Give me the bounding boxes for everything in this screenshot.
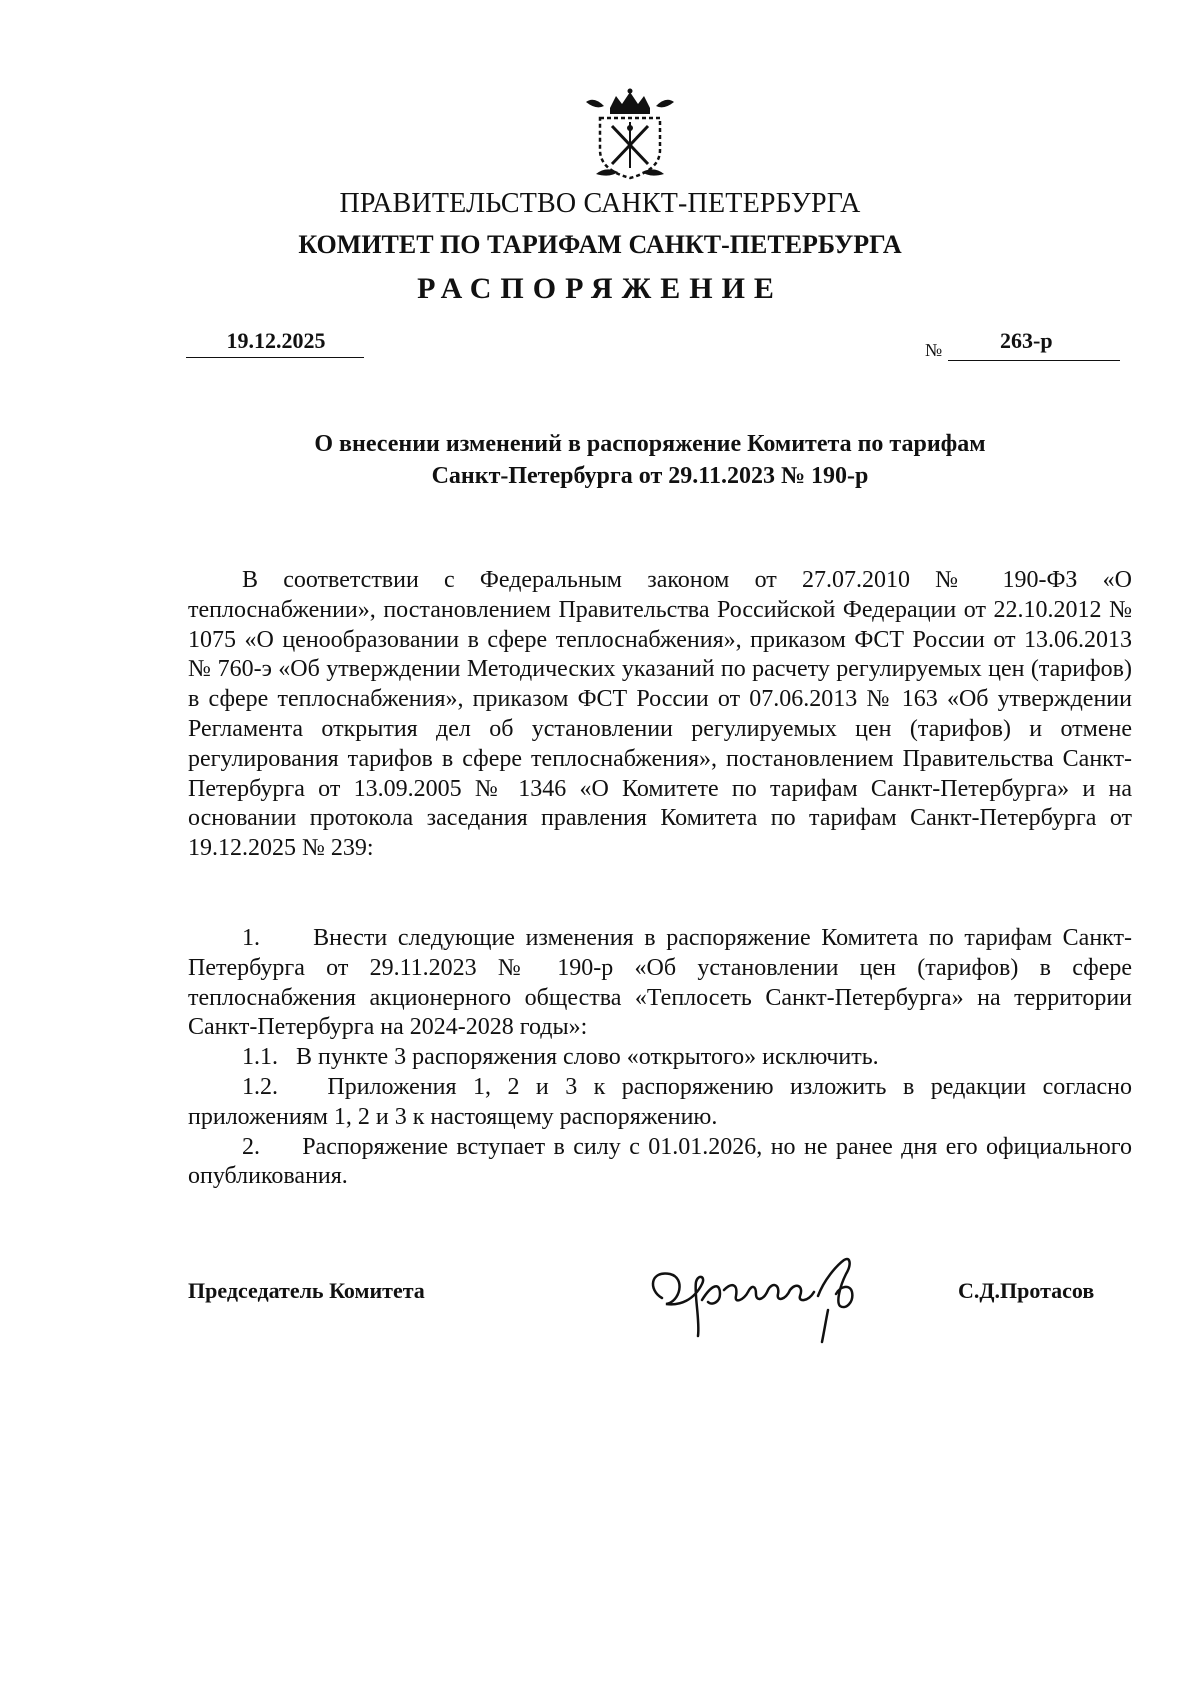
coat-of-arms-emblem bbox=[566, 88, 694, 180]
date-underline bbox=[186, 357, 364, 358]
item-2: 2. Распоряжение вступает в силу с 01.01.2026, но не ранее дня его официального опубликования. bbox=[188, 1133, 1132, 1190]
government-title: ПРАВИТЕЛЬСТВО САНКТ-ПЕТЕРБУРГА bbox=[339, 188, 861, 219]
item-1-1: 1.1. В пункте 3 распоряжения слово «открытого» исключить. bbox=[242, 1044, 879, 1071]
number-label: № bbox=[925, 340, 943, 360]
document-type-title: РАСПОРЯЖЕНИЕ bbox=[417, 272, 783, 305]
signatory-title: Председатель Комитета bbox=[188, 1278, 425, 1303]
document-number: 263-р bbox=[1000, 328, 1053, 353]
committee-title: КОМИТЕТ ПО ТАРИФАМ САНКТ-ПЕТЕРБУРГА bbox=[298, 230, 902, 259]
subject-line-1: О внесении изменений в распоряжение Комитета по тарифам bbox=[314, 431, 986, 457]
handwritten-signature bbox=[640, 1240, 910, 1350]
signatory-name: С.Д.Протасов bbox=[958, 1278, 1095, 1303]
subject-line-2: Санкт-Петербурга от 29.11.2023 № 190-р bbox=[431, 463, 869, 489]
items-block bbox=[188, 924, 1132, 1192]
preamble-paragraph: В соответствии с Федеральным законом от 27.07.2010 № 190-ФЗ «О теплоснабжении», постановлением Правительства Российской Федерации от 22.10.2012 № 1075 «О ценообразовании в сфере теплоснабжения», приказом ФСТ России от 13.06.2013 № 760-э «Об утверждении Методических указаний по расчету регулируемых цен (тарифов) в сфере теплоснабжения», приказом ФСТ России от 07.06.2013 № 163 «Об утверждении Регламента открытия дел об установлении регулируемых цен (тарифов) и отмене регулирования тарифов в сфере теплоснабжения», постановлением Правительства Санкт-Петербурга от 13.09.2005 № 1346 «О Комитете по тарифам Санкт-Петербурга» и на основании протокола заседания правления Комитета по тарифам Санкт-Петербурга от 19.12.2025 № 239: bbox=[188, 567, 1132, 862]
number-underline bbox=[948, 360, 1120, 361]
document-date: 19.12.2025 bbox=[226, 328, 326, 353]
document-subject bbox=[170, 428, 1130, 492]
item-1-2: 1.2. Приложения 1, 2 и 3 к распоряжению изложить в редакции согласно приложениям 1, 2 и 3 к настоящему распоряжению. bbox=[188, 1073, 1132, 1130]
item-1: 1. Внести следующие изменения в распоряжение Комитета по тарифам Санкт-Петербурга от 29.11.2023 № 190-р «Об установлении цен (тарифов) в сфере теплоснабжения акционерного общества «Теплосеть Санкт-Петербурга» на территории Санкт-Петербурга на 2024-2028 годы»: bbox=[188, 925, 1132, 1041]
